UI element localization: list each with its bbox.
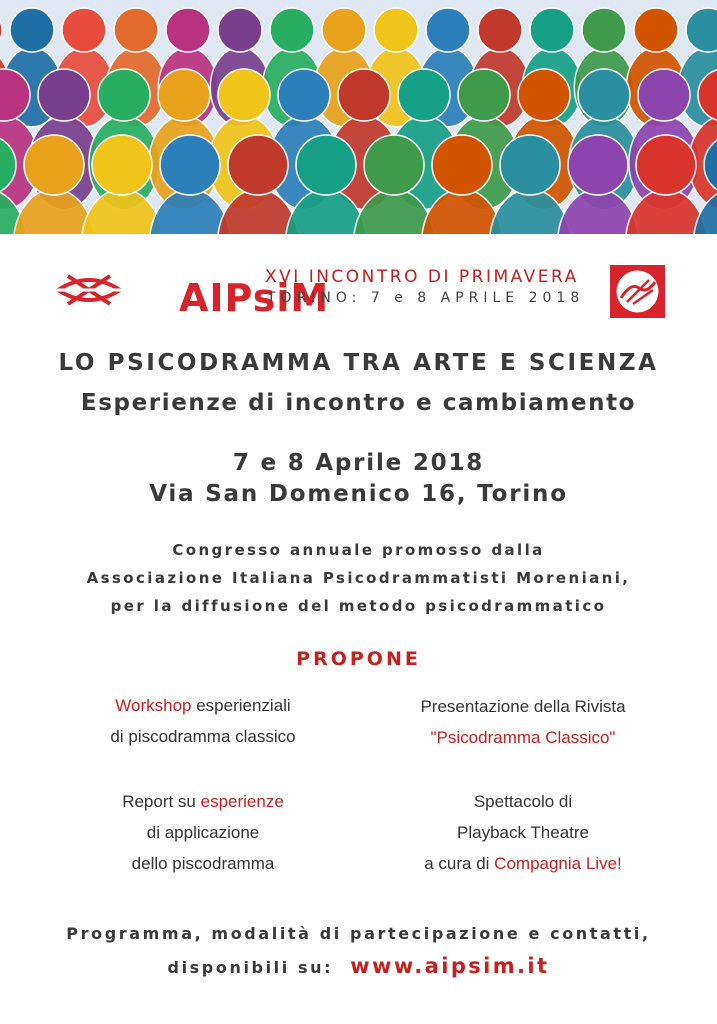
report-line3: dello piscodramma (131, 854, 275, 873)
aipsim-logo (54, 268, 330, 320)
description-line: per la diffusione del metodo psicodrammatico (110, 597, 607, 615)
workshop-highlight: Workshop (115, 696, 192, 715)
event-title: XVI INCONTRO DI PRIMAVERA (265, 267, 579, 287)
spettacolo-highlight: Compagnia Live! (494, 854, 622, 873)
offer-spettacolo (373, 786, 673, 879)
spettacolo-line1: Spettacolo di (473, 792, 573, 811)
workshop-line2: di piscodramma classico (110, 727, 296, 746)
psicodramma-emblem-icon (609, 264, 666, 319)
rivista-line1: Presentazione della Rivista (420, 697, 626, 716)
event-subtitle: TORINO: 7 e 8 APRILE 2018 (267, 290, 585, 306)
event-date: 7 e 8 Aprile 2018 (232, 450, 485, 476)
event-address: Via San Domenico 16, Torino (149, 481, 568, 507)
main-title: LO PSICODRAMMA TRA ARTE E SCIENZA (58, 350, 659, 376)
description-line: Associazione Italiana Psicodrammatisti Moreniani, (86, 569, 631, 587)
spettacolo-line2: Playback Theatre (457, 823, 589, 842)
offer-report (58, 786, 348, 879)
footer-label: disponibili su: (167, 958, 334, 977)
rivista-highlight: "Psicodramma Classico" (430, 728, 616, 747)
footer-link-row (0, 954, 717, 978)
report-line2: di applicazione (146, 823, 260, 842)
event-header (0, 258, 717, 322)
event-description (0, 536, 717, 620)
spettacolo-pre3: a cura di (424, 854, 495, 873)
workshop-text: esperienziali (191, 696, 291, 715)
propone-heading: PROPONE (296, 648, 421, 670)
report-highlight: esperienze (200, 792, 284, 811)
aipsim-logo-text: AIPsiM (179, 276, 330, 320)
offer-workshop (58, 690, 348, 752)
website-link[interactable]: www.aipsim.it (350, 954, 550, 978)
report-pre: Report su (122, 792, 201, 811)
offer-rivista (373, 691, 673, 753)
aipsim-emblem-icon (54, 268, 124, 312)
crowd-banner-illustration (0, 0, 717, 234)
footer-info: Programma, modalità di partecipazione e contatti, (66, 924, 651, 943)
main-subtitle: Esperienze di incontro e cambiamento (80, 390, 637, 416)
description-line: Congresso annuale promosso dalla (172, 541, 545, 559)
